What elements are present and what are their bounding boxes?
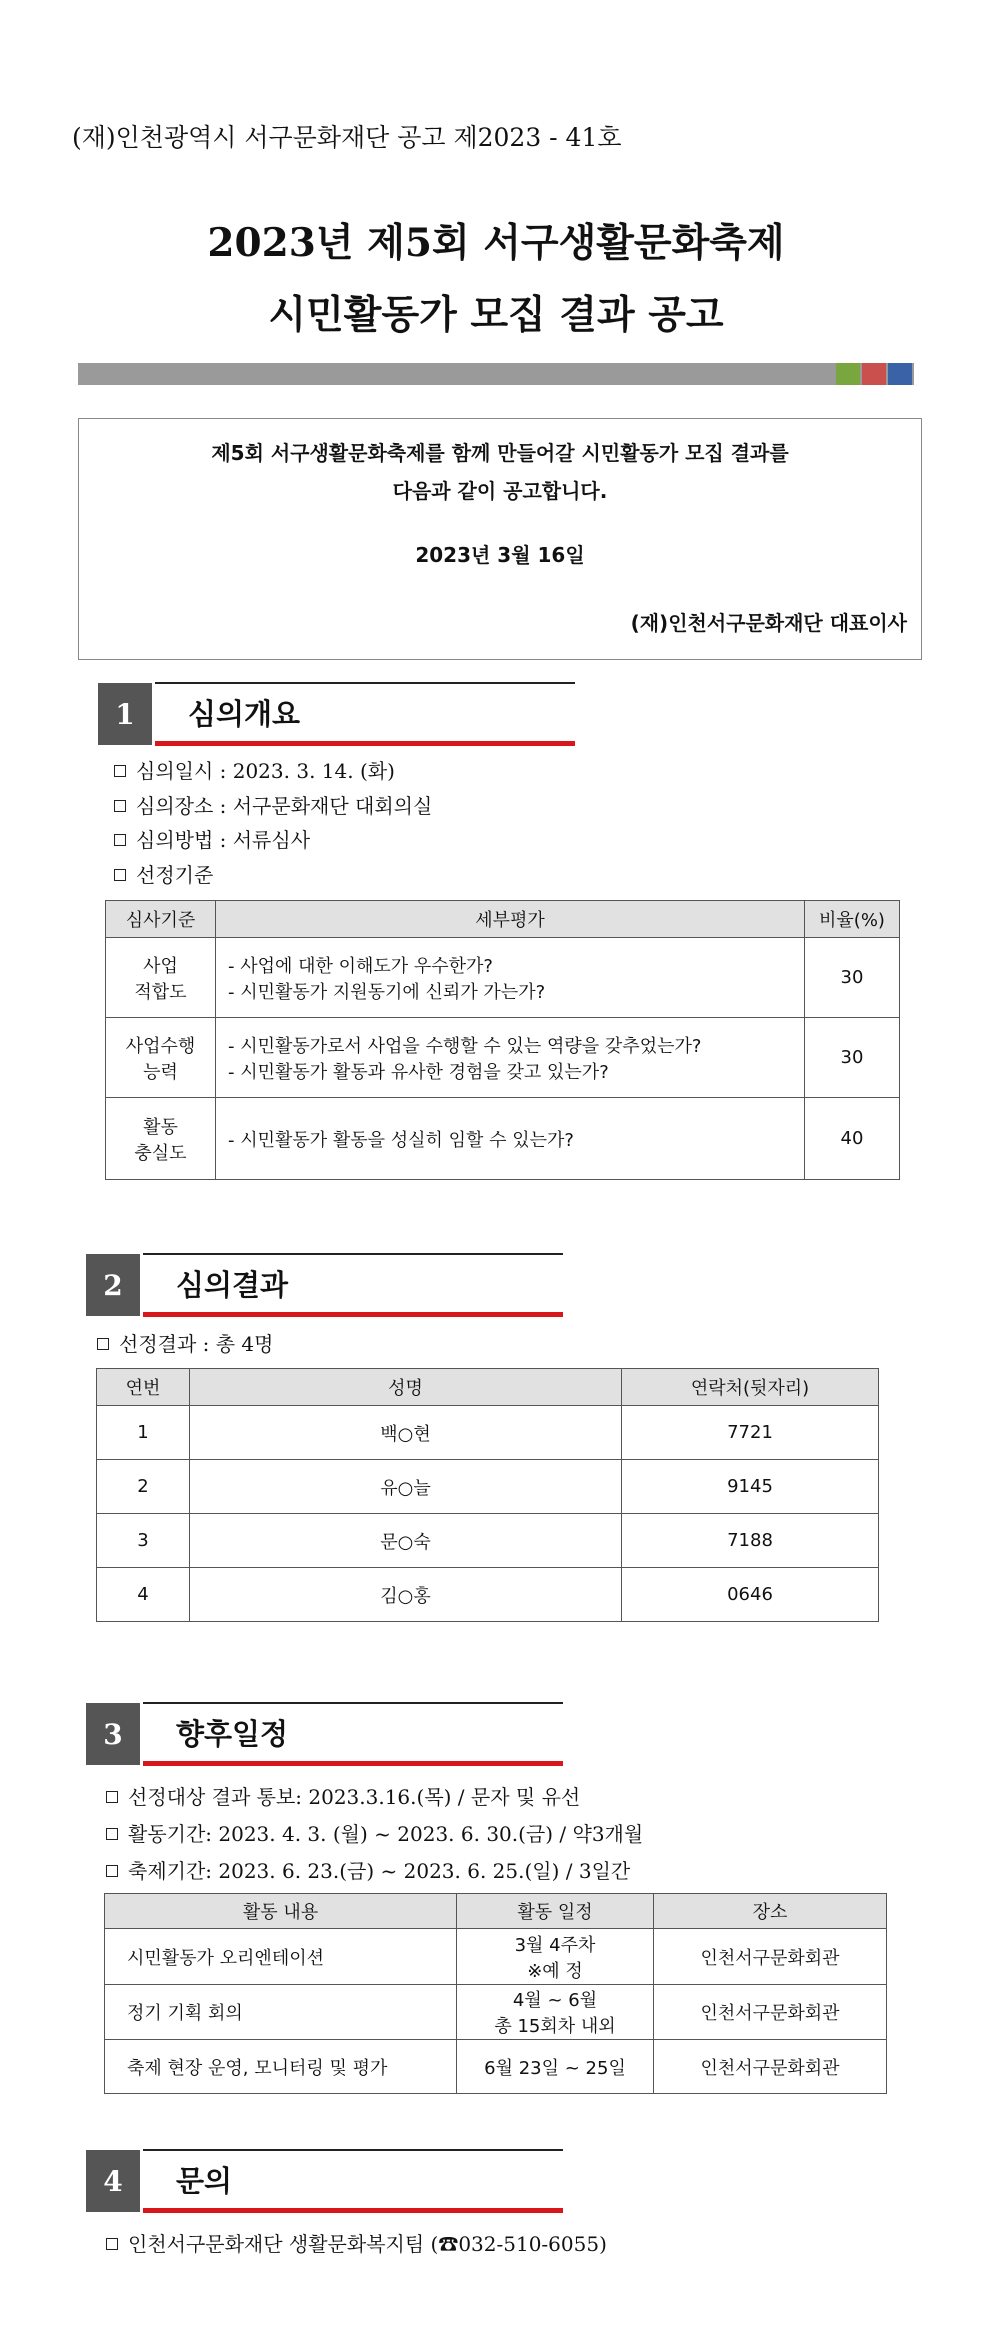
activity-period: 활동기간: 2023. 4. 3. (월) ~ 2023. 6. 30.(금) / 약3개월 <box>106 1818 643 1847</box>
activity-place: 인천서구문화회관 <box>654 1929 887 1985</box>
result-notification: 선정대상 결과 통보: 2023.3.16.(목) / 문자 및 유선 <box>106 1781 580 1810</box>
details-cell: - 사업에 대한 이해도가 우수한가? - 시민활동가 지원동기에 신뢰가 가는가? <box>216 938 805 1018</box>
row-no: 1 <box>97 1406 190 1460</box>
review-venue: 심의장소 : 서구문화재단 대회의실 <box>114 790 432 819</box>
selection-criteria-label: 선정기준 <box>114 859 213 888</box>
checkbox-bullet-icon <box>106 1791 118 1803</box>
row-no: 2 <box>97 1460 190 1514</box>
activity-content: 축제 현장 운영, 모니터링 및 평가 <box>105 2040 457 2094</box>
result-table <box>96 1368 879 1622</box>
criteria-header-ratio: 비율(%) <box>805 901 900 938</box>
festival-period: 축제기간: 2023. 6. 23.(금) ~ 2023. 6. 25.(일) / 3일간 <box>106 1855 630 1884</box>
section-number-1: 1 <box>98 683 152 745</box>
contact-info: 인천서구문화재단 생활문화복지팀 (☎032-510-6055) <box>106 2228 607 2257</box>
checkbox-bullet-icon <box>114 765 126 777</box>
checkbox-bullet-icon <box>106 2238 118 2250</box>
schedule-header-content: 활동 내용 <box>105 1894 457 1929</box>
schedule-header-schedule: 활동 일정 <box>457 1894 654 1929</box>
activity-schedule: 3월 4주차 ※예 정 <box>457 1929 654 1985</box>
criterion-cell: 활동 충실도 <box>106 1098 216 1180</box>
notice-text-line1: 제5회 서구생활문화축제를 함께 만들어갈 시민활동가 모집 결과를 <box>211 441 789 465</box>
ratio-cell: 40 <box>805 1098 900 1180</box>
ratio-cell: 30 <box>805 938 900 1018</box>
notice-box <box>78 418 922 660</box>
details-cell: - 시민활동가로서 사업을 수행할 수 있는 역량을 갖추었는가? - 시민활동가 활동과 유사한 경험을 갖고 있는가? <box>216 1018 805 1098</box>
section-1-red-underline <box>155 741 575 746</box>
notice-reference-number: (재)인천광역시 서구문화재단 공고 제2023 - 41호 <box>72 123 622 152</box>
checkbox-bullet-icon <box>106 1865 118 1877</box>
activity-content: 시민활동가 오리엔테이션 <box>105 1929 457 1985</box>
section-4-red-underline <box>143 2208 563 2213</box>
section-number-4: 4 <box>86 2150 140 2212</box>
section-3-title: 향후일정 <box>176 1717 289 1751</box>
table-row <box>105 1929 887 1985</box>
accent-block-blue <box>888 363 912 385</box>
page-title-line1: 2023년 제5회 서구생활문화축제 <box>207 220 785 266</box>
table-row <box>106 1018 900 1098</box>
notice-date: 2023년 3월 16일 <box>415 543 585 567</box>
row-phone: 9145 <box>622 1460 879 1514</box>
section-2-red-underline <box>143 1312 563 1317</box>
section-number-2: 2 <box>86 1254 140 1316</box>
result-header-name: 성명 <box>190 1369 622 1406</box>
section-2-title: 심의결과 <box>176 1268 289 1302</box>
row-no: 3 <box>97 1514 190 1568</box>
section-2-top-line <box>143 1253 563 1255</box>
activity-schedule: 4월 ~ 6월 총 15회차 내외 <box>457 1985 654 2040</box>
row-name: 유○늘 <box>190 1460 622 1514</box>
section-number-3: 3 <box>86 1703 140 1765</box>
result-header-phone: 연락처(뒷자리) <box>622 1369 879 1406</box>
activity-schedule: 6월 23일 ~ 25일 <box>457 2040 654 2094</box>
accent-block-red <box>862 363 886 385</box>
table-row <box>106 938 900 1018</box>
review-method: 심의방법 : 서류심사 <box>114 824 310 853</box>
row-no: 4 <box>97 1568 190 1622</box>
table-row <box>105 2040 887 2094</box>
notice-text-line2: 다음과 같이 공고합니다. <box>392 479 608 503</box>
accent-block-green <box>836 363 860 385</box>
section-3-red-underline <box>143 1761 563 1766</box>
row-phone: 0646 <box>622 1568 879 1622</box>
criteria-table <box>105 900 900 1180</box>
checkbox-bullet-icon <box>106 1828 118 1840</box>
criterion-cell: 사업수행 능력 <box>106 1018 216 1098</box>
activity-place: 인천서구문화회관 <box>654 2040 887 2094</box>
criteria-header-criterion: 심사기준 <box>106 901 216 938</box>
details-cell: - 시민활동가 활동을 성실히 임할 수 있는가? <box>216 1098 805 1180</box>
activity-place: 인천서구문화회관 <box>654 1985 887 2040</box>
row-name: 문○숙 <box>190 1514 622 1568</box>
ratio-cell: 30 <box>805 1018 900 1098</box>
table-row <box>97 1460 879 1514</box>
title-divider-bar <box>78 363 914 385</box>
section-4-top-line <box>143 2149 563 2151</box>
criteria-header-details: 세부평가 <box>216 901 805 938</box>
checkbox-bullet-icon <box>114 800 126 812</box>
checkbox-bullet-icon <box>97 1338 109 1350</box>
review-date: 심의일시 : 2023. 3. 14. (화) <box>114 755 395 784</box>
section-4-title: 문의 <box>176 2164 233 2198</box>
table-row <box>97 1568 879 1622</box>
row-name: 백○현 <box>190 1406 622 1460</box>
result-header-no: 연번 <box>97 1369 190 1406</box>
table-row <box>97 1514 879 1568</box>
row-phone: 7721 <box>622 1406 879 1460</box>
table-row <box>97 1406 879 1460</box>
activity-content: 정기 기획 회의 <box>105 1985 457 2040</box>
section-3-top-line <box>143 1702 563 1704</box>
table-row <box>106 1098 900 1180</box>
row-name: 김○홍 <box>190 1568 622 1622</box>
checkbox-bullet-icon <box>114 869 126 881</box>
checkbox-bullet-icon <box>114 834 126 846</box>
schedule-table <box>104 1893 887 2094</box>
notice-signer: (재)인천서구문화재단 대표이사 <box>630 611 907 635</box>
schedule-header-place: 장소 <box>654 1894 887 1929</box>
criterion-cell: 사업 적합도 <box>106 938 216 1018</box>
selection-result: 선정결과 : 총 4명 <box>97 1328 273 1357</box>
section-1-title: 심의개요 <box>188 697 301 731</box>
section-1-top-line <box>155 682 575 684</box>
page-title-line2: 시민활동가 모집 결과 공고 <box>268 292 724 338</box>
row-phone: 7188 <box>622 1514 879 1568</box>
table-row <box>105 1985 887 2040</box>
